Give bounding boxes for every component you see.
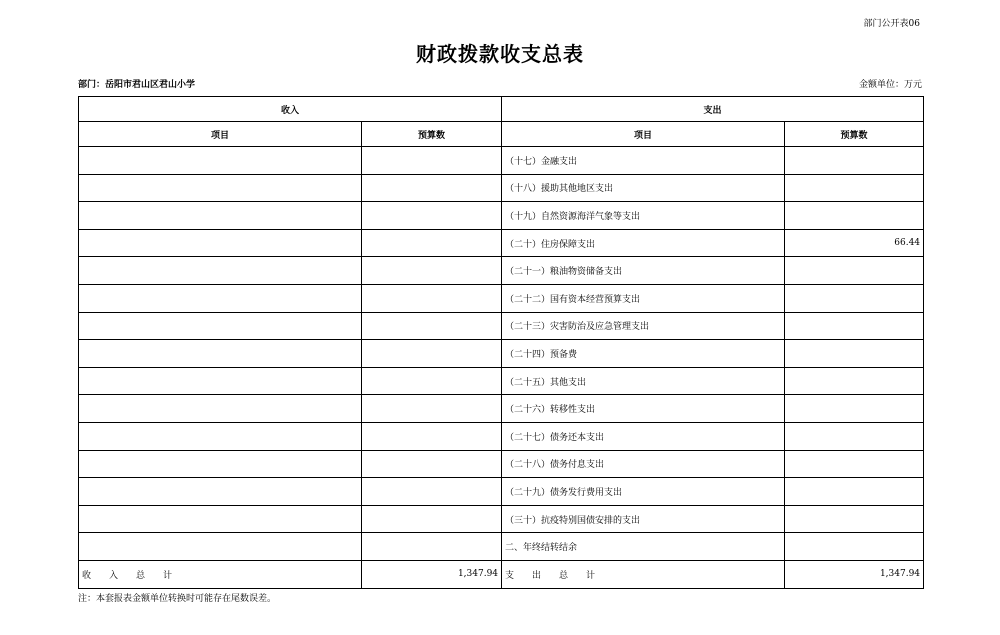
expense-total-value: 1,347.94 <box>785 560 924 588</box>
income-value-cell <box>362 257 502 285</box>
footer-note: 注：本套报表金额单位转换时可能存在尾数误差。 <box>78 594 277 604</box>
income-item-cell <box>79 312 362 340</box>
expense-value-cell <box>785 202 924 230</box>
expense-budget-header: 预算数 <box>785 122 924 147</box>
page-title: 财政拨款收支总表 <box>416 42 584 66</box>
table-row <box>79 284 924 312</box>
expense-item-cell: （二十九）债务发行费用支出 <box>502 478 785 506</box>
income-item-cell <box>79 229 362 257</box>
form-code: 部门公开表06 <box>863 19 920 29</box>
income-value-cell <box>362 174 502 202</box>
expense-item-cell: 二、年终结转结余 <box>502 533 785 561</box>
table-row <box>79 202 924 230</box>
table-row <box>79 450 924 478</box>
group-header-row <box>79 97 924 122</box>
table-row <box>79 395 924 423</box>
income-group-header: 收入 <box>79 97 502 122</box>
table-row <box>79 505 924 533</box>
income-value-cell <box>362 395 502 423</box>
expense-item-cell: （十八）援助其他地区支出 <box>502 174 785 202</box>
income-item-cell <box>79 395 362 423</box>
expense-value-cell <box>785 147 924 175</box>
income-value-cell <box>362 478 502 506</box>
amount-unit-label: 金额单位：万元 <box>858 80 922 90</box>
total-row <box>79 560 924 588</box>
budget-summary-table <box>78 96 924 589</box>
income-item-cell <box>79 257 362 285</box>
income-item-cell <box>79 533 362 561</box>
expense-item-cell: （二十六）转移性支出 <box>502 395 785 423</box>
income-item-cell <box>79 422 362 450</box>
income-value-cell <box>362 312 502 340</box>
income-item-cell <box>79 505 362 533</box>
income-value-cell <box>362 202 502 230</box>
expense-item-header: 项目 <box>502 122 785 147</box>
income-value-cell <box>362 422 502 450</box>
income-item-cell <box>79 147 362 175</box>
expense-item-cell: （十七）金融支出 <box>502 147 785 175</box>
table-row <box>79 147 924 175</box>
income-value-cell <box>362 450 502 478</box>
table-row <box>79 312 924 340</box>
income-value-cell <box>362 533 502 561</box>
expense-item-cell: （三十）抗疫特别国债安排的支出 <box>502 505 785 533</box>
income-value-cell <box>362 340 502 368</box>
expense-value-cell <box>785 284 924 312</box>
income-total-label: 收 入 总 计 <box>79 560 362 588</box>
expense-value-cell <box>785 478 924 506</box>
expense-item-cell: （二十）住房保障支出 <box>502 229 785 257</box>
expense-item-cell: （二十七）债务还本支出 <box>502 422 785 450</box>
table-row <box>79 257 924 285</box>
table-row <box>79 367 924 395</box>
expense-item-cell: （二十五）其他支出 <box>502 367 785 395</box>
income-item-cell <box>79 450 362 478</box>
income-value-cell <box>362 505 502 533</box>
income-item-header: 项目 <box>79 122 362 147</box>
income-value-cell <box>362 367 502 395</box>
expense-value-cell: 66.44 <box>785 229 924 257</box>
department-label: 部门：岳阳市君山区君山小学 <box>78 80 196 90</box>
expense-value-cell <box>785 312 924 340</box>
income-total-value: 1,347.94 <box>362 560 502 588</box>
expense-item-cell: （二十一）粮油物资储备支出 <box>502 257 785 285</box>
expense-value-cell <box>785 505 924 533</box>
expense-value-cell <box>785 422 924 450</box>
expense-value-cell <box>785 395 924 423</box>
expense-item-cell: （二十八）债务付息支出 <box>502 450 785 478</box>
expense-value-cell <box>785 257 924 285</box>
income-item-cell <box>79 478 362 506</box>
income-item-cell <box>79 202 362 230</box>
income-value-cell <box>362 229 502 257</box>
expense-item-cell: （二十三）灾害防治及应急管理支出 <box>502 312 785 340</box>
table-row <box>79 533 924 561</box>
expense-value-cell <box>785 340 924 368</box>
table-row <box>79 478 924 506</box>
income-item-cell <box>79 340 362 368</box>
column-header-row <box>79 122 924 147</box>
income-item-cell <box>79 367 362 395</box>
expense-group-header: 支出 <box>502 97 924 122</box>
table-row <box>79 174 924 202</box>
income-item-cell <box>79 174 362 202</box>
table-row <box>79 340 924 368</box>
expense-item-cell: （二十四）预备费 <box>502 340 785 368</box>
expense-value-cell <box>785 450 924 478</box>
expense-item-cell: （二十二）国有资本经营预算支出 <box>502 284 785 312</box>
income-value-cell <box>362 284 502 312</box>
expense-total-label: 支 出 总 计 <box>502 560 785 588</box>
income-item-cell <box>79 284 362 312</box>
expense-value-cell <box>785 174 924 202</box>
income-value-cell <box>362 147 502 175</box>
expense-value-cell <box>785 533 924 561</box>
expense-item-cell: （十九）自然资源海洋气象等支出 <box>502 202 785 230</box>
table-row <box>79 229 924 257</box>
income-budget-header: 预算数 <box>362 122 502 147</box>
table-row <box>79 422 924 450</box>
expense-value-cell <box>785 367 924 395</box>
